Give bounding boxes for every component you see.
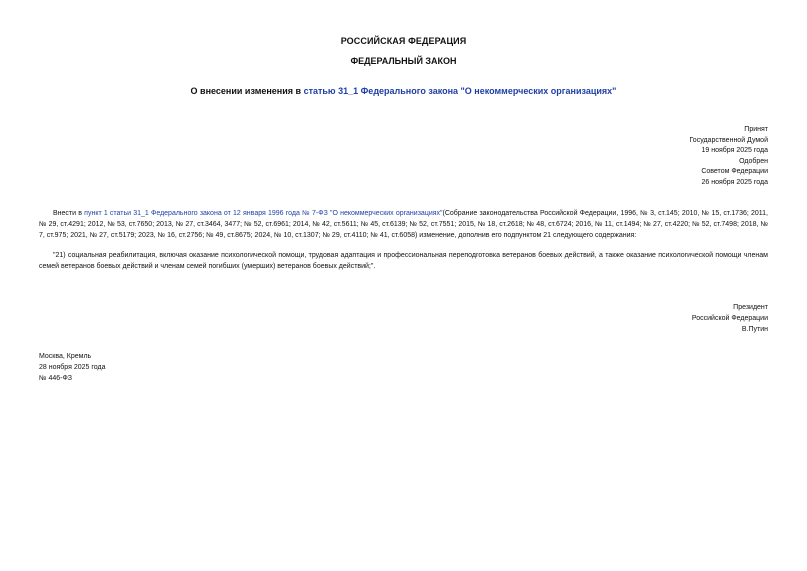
accepted-by: Государственной Думой [689, 136, 768, 144]
law-number: № 446-ФЗ [39, 375, 73, 382]
adoption-block [568, 125, 768, 189]
place-date-block [39, 351, 105, 384]
law-type-heading: ФЕДЕРАЛЬНЫЙ ЗАКОН [350, 56, 457, 66]
signing-date: 28 ноября 2025 года [39, 364, 106, 371]
approved-date: 26 ноября 2025 года [701, 178, 768, 186]
country-heading: РОССИЙСКАЯ ФЕДЕРАЦИЯ [340, 36, 467, 46]
amendment-paragraph [39, 208, 768, 241]
signature-org: Российской Федерации [691, 315, 768, 322]
accepted-date: 19 ноября 2025 года [701, 147, 768, 155]
new-subparagraph [39, 250, 768, 272]
signature-block [568, 302, 768, 335]
subparagraph-text: "21) социальная реабилитация, включая оказание психологической помощи, трудовая адаптация и профессиональная переподготовка ветеранов боевых действий, а также оказание психологической помощи членам семей ветеранов боевых действий и членам семей погибших (умерших) ветеранов боевых действий;". [39, 252, 768, 270]
paragraph-text: (Собрание законодательства Российской Федерации, 1996, № 3, ст.145; 2010, № 15, ст.1736; 2011, № 29, ст.4291; 2012, № 53, ст.7650; 2013, № 27, ст.3464, 3477; № 52, ст.6961; 2014, № 42, ст.5611; № 45, ст.6139; № 52, ст.7551; 2015, № 18, ст.2618; № 48, ст.6724; 2016, № 11, ст.1494; № 27, ст.4220; № 52, ст.7498; 2018, № 7, ст.975; 2021, № 27, ст.5179; 2023, № 16, ст.2756; № 49, ст.8675; 2024, № 10, ст.1307; № 29, ст.4110; № 41, ст.6058) изменение, дополнив его подпунктом 21 следующего содержания: [39, 210, 768, 239]
signature-title: Президент [733, 304, 768, 311]
approved-by: Советом Федерации [701, 168, 768, 176]
paragraph-prefix: Внести в [53, 210, 85, 217]
law-title-prefix: О внесении изменения в [190, 86, 304, 96]
approved-label: Одобрен [739, 157, 768, 165]
law-title-link[interactable]: статью 31_1 Федерального закона "О некоммерческих организациях" [303, 86, 617, 96]
place: Москва, Кремль [39, 353, 92, 360]
law-reference-link[interactable]: пункт 1 статьи 31_1 Федерального закона от 12 января 1996 года № 7-ФЗ "О некоммерческих организациях" [84, 210, 443, 217]
accepted-label: Принят [744, 126, 768, 133]
law-title [0, 86, 807, 96]
signature-name: В.Путин [741, 326, 768, 333]
